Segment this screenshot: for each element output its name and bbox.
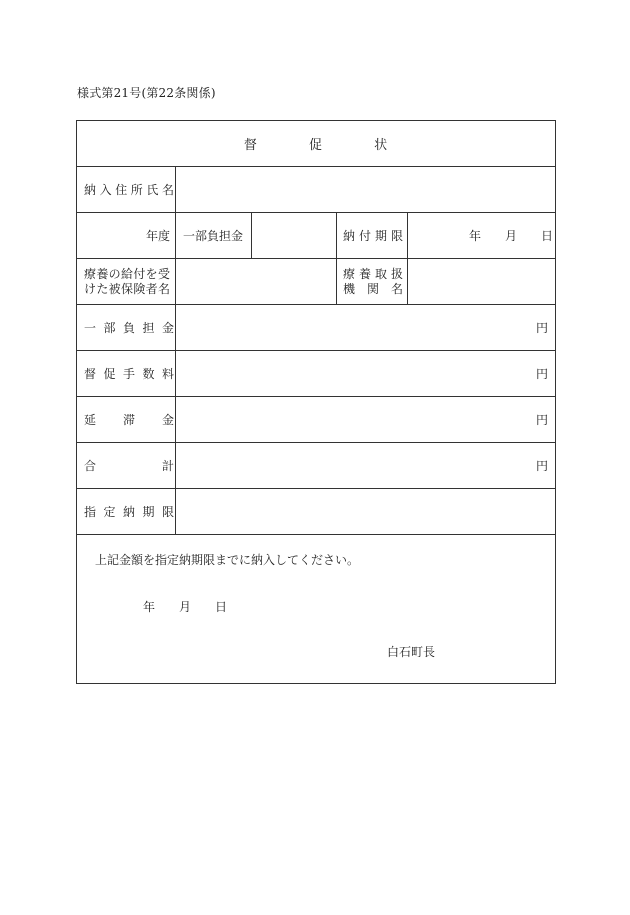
form-number-caption: 様式第21号(第22条関係) <box>77 86 216 100</box>
insured-person-label: 療 養 の 給 付 を 受 け た 被 保 険 者 名 <box>84 266 170 296</box>
form-title: 督 促 状 <box>243 138 389 153</box>
payer-label: 納 入 住 所 氏 名 <box>84 183 174 197</box>
insured-row <box>77 259 555 305</box>
late-charge-label: 延 滞 金 <box>84 413 174 427</box>
amount-row-fee <box>77 351 555 397</box>
designated-deadline-row <box>77 489 555 535</box>
due-year-unit: 年 <box>469 229 482 243</box>
yen-unit: 円 <box>535 459 548 473</box>
issue-day-unit: 日 <box>215 600 228 614</box>
issuer-name: 白石町長 <box>387 645 436 659</box>
dunning-notice-form <box>76 120 556 684</box>
total-label: 合 計 <box>84 459 174 473</box>
title-row <box>77 121 555 167</box>
burden-type-label: 一部負担金 <box>183 229 244 243</box>
payment-instruction: 上記金額を指定納期限までに納入してください。 <box>95 553 360 567</box>
amount-row-late <box>77 397 555 443</box>
due-date-label: 納 付 期 限 <box>343 229 403 243</box>
dunning-fee-label: 督 促 手 数 料 <box>84 367 174 381</box>
amount-row-total <box>77 443 555 489</box>
burden-amount-label: 一 部 負 担 金 <box>84 321 174 335</box>
designated-deadline-label: 指 定 納 期 限 <box>84 505 174 519</box>
yen-unit: 円 <box>535 367 548 381</box>
yen-unit: 円 <box>535 413 548 427</box>
due-day-unit: 日 <box>541 229 554 243</box>
amount-row-burden <box>77 305 555 351</box>
yen-unit: 円 <box>535 321 548 335</box>
fiscal-year-label: 年度 <box>145 229 170 243</box>
due-month-unit: 月 <box>505 229 518 243</box>
issue-month-unit: 月 <box>179 600 192 614</box>
medical-facility-label: 療 養 取 扱 機 関 名 <box>343 266 403 296</box>
issue-year-unit: 年 <box>143 600 156 614</box>
payer-row <box>77 167 555 213</box>
fiscal-year-row <box>77 213 555 259</box>
